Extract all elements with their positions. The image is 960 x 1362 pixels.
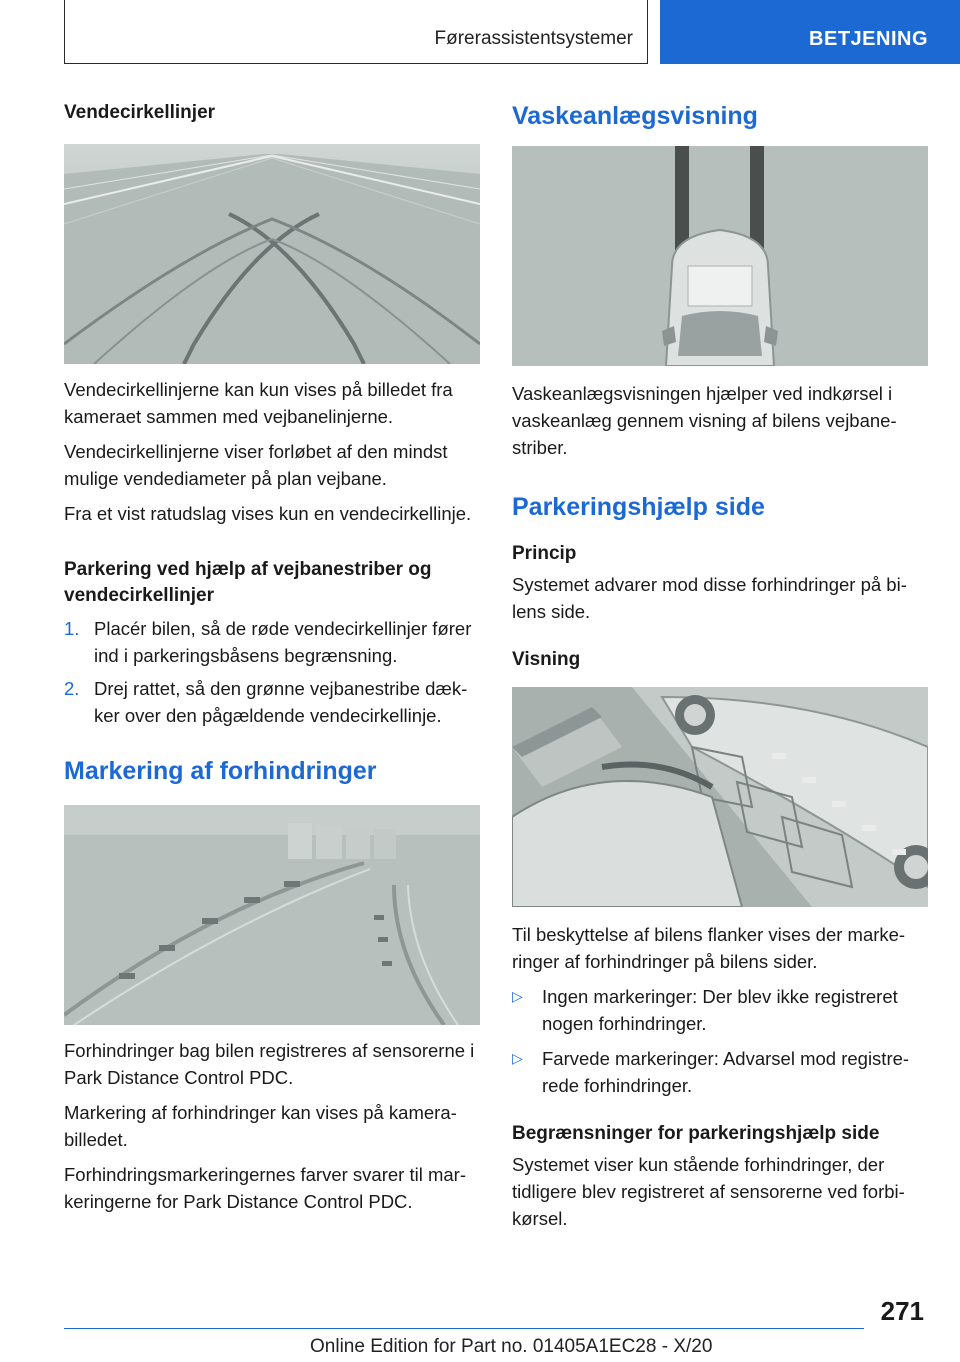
vende-paragraph-2: Vendecirkellinjerne viser forløbet af den mindst mulige vendediameter på plan vejbane. bbox=[64, 441, 448, 489]
markering-heading: Markering af forhindringer bbox=[64, 757, 377, 785]
markering-paragraph-3: Forhindringsmarkeringernes farver svarer til mar-keringerne for Park Distance Control PDC. bbox=[64, 1164, 466, 1212]
edition-note: Online Edition for Part no. 01405A1EC28 - X/20 bbox=[310, 1336, 713, 1357]
vask-paragraph: Vaskeanlægsvisningen hjælper ved indkørsel i vaskeanlæg gennem visning af bilens vejbane-striber. bbox=[512, 383, 897, 458]
limits-heading: Begrænsninger for parkeringshjælp side bbox=[512, 1123, 880, 1144]
step-number: 2. bbox=[64, 678, 80, 699]
bullet-text: Farvede markeringer: Advarsel mod registre-rede forhindringer. bbox=[542, 1048, 910, 1096]
bullet-item bbox=[512, 983, 928, 1037]
step-number: 1. bbox=[64, 618, 80, 639]
parking-step bbox=[64, 615, 480, 669]
chapter-tab bbox=[660, 0, 960, 64]
side-heading: Parkeringshjælp side bbox=[512, 493, 765, 521]
turning-circle-image bbox=[64, 144, 480, 364]
section-title: Førerassistentsystemer bbox=[434, 28, 633, 49]
footer-divider bbox=[64, 1328, 864, 1329]
left-column bbox=[64, 100, 480, 1215]
side-parking-image bbox=[512, 687, 928, 907]
marking-bullets bbox=[512, 983, 928, 1099]
triangle-bullet-icon: ▷ bbox=[512, 1050, 523, 1066]
header-section-box bbox=[64, 0, 648, 64]
bullet-item bbox=[512, 1045, 928, 1099]
triangle-bullet-icon: ▷ bbox=[512, 988, 523, 1004]
vende-heading: Vendecirkellinjer bbox=[64, 102, 216, 123]
parkering-heading: Parkering ved hjælp af vejbanestriber og vendecirkellinjer bbox=[64, 559, 432, 606]
bullet-text: Ingen markeringer: Der blev ikke registreret nogen forhindringer. bbox=[542, 986, 898, 1034]
right-column bbox=[512, 100, 928, 1232]
obstacle-marking-image bbox=[64, 805, 480, 1025]
vende-paragraph-3: Fra et vist ratudslag vises kun en vendecirkellinje. bbox=[64, 503, 472, 524]
markering-paragraph-1: Forhindringer bag bilen registreres af sensorerne i Park Distance Control PDC. bbox=[64, 1040, 475, 1088]
visning-heading: Visning bbox=[512, 649, 581, 670]
parking-steps bbox=[64, 615, 480, 729]
page-number: 271 bbox=[880, 1296, 924, 1326]
princip-heading: Princip bbox=[512, 543, 577, 564]
step-text: Drej rattet, så den grønne vejbanestribe dæk-ker over den pågældende vendecirkellinje. bbox=[94, 678, 468, 726]
step-text: Placér bilen, så de røde vendecirkellinjer fører ind i parkeringsbåsens begrænsning. bbox=[94, 618, 472, 666]
princip-text: Systemet advarer mod disse forhindringer på bi-lens side. bbox=[512, 574, 907, 622]
vask-heading: Vaskeanlægsvisning bbox=[512, 102, 758, 130]
markering-paragraph-2: Markering af forhindringer kan vises på kamera-billedet. bbox=[64, 1102, 457, 1150]
visning-text: Til beskyttelse af bilens flanker vises der marke-ringer af forhindringer på bilens sider. bbox=[512, 924, 906, 972]
chapter-tab-label: BETJENING bbox=[809, 28, 928, 50]
car-wash-image bbox=[512, 146, 928, 366]
limits-text: Systemet viser kun stående forhindringer, der tidligere blev registreret af sensorerne ved forbi-kørsel. bbox=[512, 1154, 905, 1229]
parking-step bbox=[64, 675, 480, 729]
vende-paragraph-1: Vendecirkellinjerne kan kun vises på billedet fra kameraet sammen med vejbanelinjerne. bbox=[64, 379, 453, 427]
